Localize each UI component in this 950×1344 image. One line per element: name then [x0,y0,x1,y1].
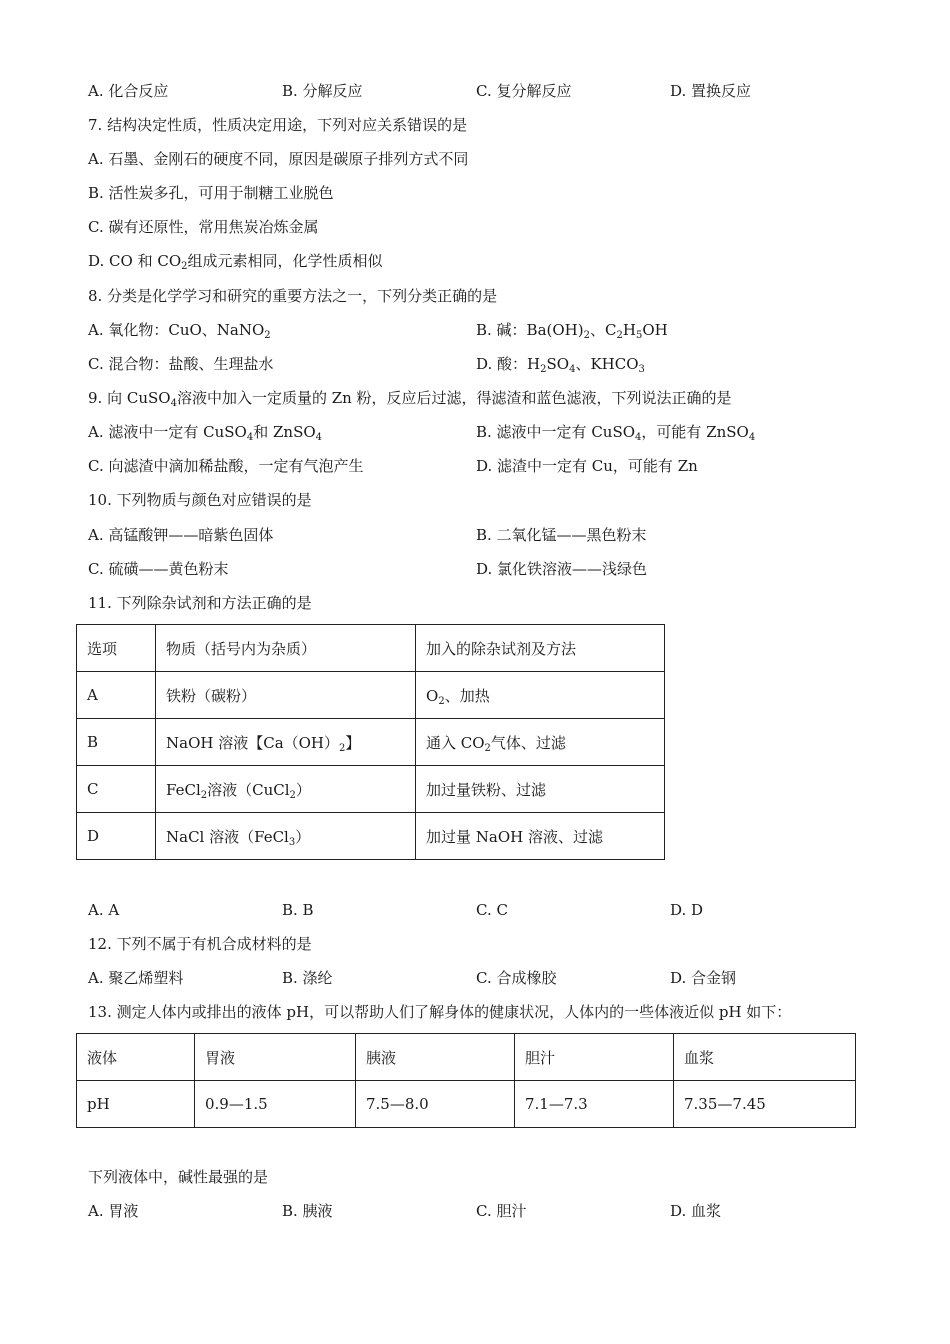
q6-option-c: C. 复分解反应 [476,82,572,100]
q10-option-c: C. 硫磺——黄色粉末 [88,560,229,578]
table-row [77,1034,856,1081]
table-header-cell: 胰液 [356,1034,515,1081]
q10-option-d: D. 氯化铁溶液——浅绿色 [476,560,648,578]
table-header-cell: 物质（括号内为杂质） [156,625,416,672]
table-cell: NaCl 溶液（FeCl$_3$） [156,813,416,860]
q11-stem: 11. 下列除杂试剂和方法正确的是 [88,594,312,612]
table-row [77,625,665,672]
table-header-cell: 胃液 [195,1034,356,1081]
table-cell: $O_2$、加热 [416,672,665,719]
q13-question: 下列液体中，碱性最强的是 [88,1168,269,1186]
table-cell: 7.35—7.45 [674,1081,856,1128]
q8-option-c: C. 混合物：盐酸、生理盐水 [88,355,274,373]
q13-table [76,1033,856,1128]
table-cell: 加过量铁粉、过滤 [416,766,665,813]
table-cell: D [77,813,156,860]
q6-option-b: B. 分解反应 [282,82,363,100]
q11-option-c: C. C [476,901,508,919]
q9-option-b: B. 滤液中一定有 CuSO$_4$，可能有 ZnSO$_4$ [476,423,756,443]
table-header-cell: 胆汁 [515,1034,674,1081]
q13-option-c: C. 胆汁 [476,1202,527,1220]
q10-option-b: B. 二氧化锰——黑色粉末 [476,526,647,544]
table-cell: 加过量 NaOH 溶液、过滤 [416,813,665,860]
q8-option-d: D. 酸：$H_2SO_4$、$KHCO_3$ [476,355,645,375]
q8-stem: 8. 分类是化学学习和研究的重要方法之一，下列分类正确的是 [88,287,498,305]
q12-option-d: D. 合金钢 [670,969,737,987]
q6-option-a: A. 化合反应 [88,82,169,100]
q7-stem: 7. 结构决定性质，性质决定用途，下列对应关系错误的是 [88,116,468,134]
q12-stem: 12. 下列不属于有机合成材料的是 [88,935,312,953]
q12-option-a: A. 聚乙烯塑料 [88,969,184,987]
q9-stem: 9. 向 CuSO$_4$溶液中加入一定质量的 Zn 粉，反应后过滤，得滤渣和蓝色滤液，下列说法正确的是 [88,389,732,409]
q13-option-b: B. 胰液 [282,1202,333,1220]
table-header-cell: 选项 [77,625,156,672]
q7-option-d: D. CO 和 $CO_2$组成元素相同，化学性质相似 [88,252,383,272]
q13-stem: 13. 测定人体内或排出的液体 pH，可以帮助人们了解身体的健康状况，人体内的一些体液近似 pH 如下： [88,1003,792,1021]
table-cell: 7.1—7.3 [515,1081,674,1128]
q6-option-d: D. 置换反应 [670,82,752,100]
q8-option-b: B. 碱：$Ba(OH)_2$、$C_2H_5OH$ [476,321,668,341]
q13-option-a: A. 胃液 [88,1202,139,1220]
q11-table [76,624,665,860]
q11-option-b: B. B [282,901,314,919]
q11-option-d: D. D [670,901,704,919]
table-header-cell: 加入的除杂试剂及方法 [416,625,665,672]
q7-option-a: A. 石墨、金刚石的硬度不同，原因是碳原子排列方式不同 [88,150,469,168]
table-cell: 通入 $CO_2$气体、过滤 [416,719,665,766]
table-cell: 7.5—8.0 [356,1081,515,1128]
q13-option-d: D. 血浆 [670,1202,722,1220]
table-cell: B [77,719,156,766]
q8-option-a: A. 氧化物：CuO、NaNO$_2$ [88,321,271,341]
table-cell: FeCl$_2$溶液（CuCl$_2$） [156,766,416,813]
table-cell: pH [77,1081,195,1128]
q10-option-a: A. 高锰酸钾——暗紫色固体 [88,526,274,544]
table-cell: A [77,672,156,719]
table-row [77,766,665,813]
q9-option-c: C. 向滤渣中滴加稀盐酸，一定有气泡产生 [88,457,364,475]
table-row [77,1081,856,1128]
table-cell: NaOH 溶液【$Ca(OH)_2$】 [156,719,416,766]
q7-option-b: B. 活性炭多孔，可用于制糖工业脱色 [88,184,334,202]
table-row [77,813,665,860]
q9-option-d: D. 滤渣中一定有 Cu，可能有 Zn [476,457,698,475]
table-header-cell: 液体 [77,1034,195,1081]
table-row [77,672,665,719]
q12-option-c: C. 合成橡胶 [476,969,557,987]
table-cell: 铁粉（碳粉） [156,672,416,719]
q11-option-a: A. A [88,901,120,919]
table-row [77,719,665,766]
table-cell: C [77,766,156,813]
table-header-cell: 血浆 [674,1034,856,1081]
q12-option-b: B. 涤纶 [282,969,333,987]
table-cell: 0.9—1.5 [195,1081,356,1128]
q7-option-c: C. 碳有还原性，常用焦炭冶炼金属 [88,218,319,236]
q9-option-a: A. 滤液中一定有 CuSO$_4$和 ZnSO$_4$ [88,423,323,443]
q10-stem: 10. 下列物质与颜色对应错误的是 [88,491,312,509]
